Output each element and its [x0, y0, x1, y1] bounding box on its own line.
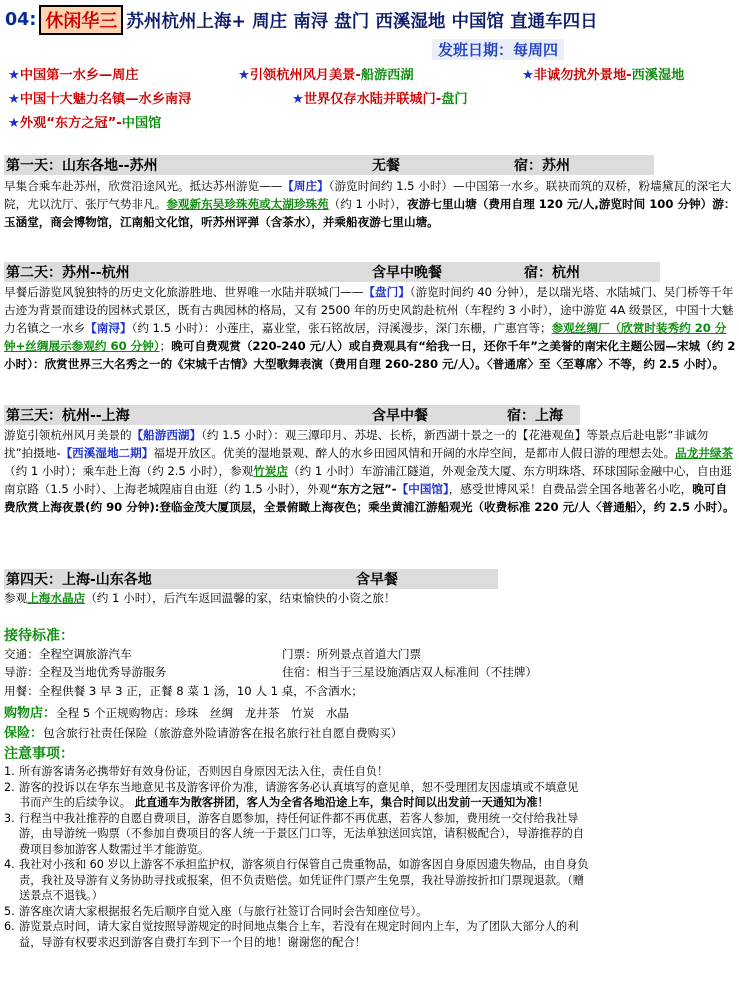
day-meal: 无餐	[372, 158, 400, 174]
note-text: 我社对小孩和 60 岁以上游客不承担监护权，游客须自行保管自己贵重物品，如游客因自身原因遗失物品，由自身负	[19, 858, 589, 871]
note-item	[4, 764, 736, 780]
day-stay: 宿：杭州	[524, 265, 580, 281]
day-text-segment: 品龙井绿茶	[675, 446, 734, 460]
note-number: 4.	[4, 858, 15, 871]
day-text-segment: 晚可自费欣赏上海夜景(约 90 分钟):登临金茂大厦顶层，全景俯瞰上海夜色；乘坐黄浦江游船观光（收费标准 220 元/人〈普通船〉，约 2.5 小时）。	[4, 482, 735, 514]
day-header	[4, 405, 580, 425]
note-text: 游客座次请大家根据报名先后顺序自觉入座（与旅行社签订合同时会告知座位号）。	[19, 904, 428, 918]
standard-meals: 用餐：全程供餐 3 早 3 正，正餐 8 菜 1 汤，10 人 1 桌，不含酒水；	[4, 684, 363, 698]
day-description	[4, 589, 736, 607]
note-number: 6.	[4, 920, 15, 933]
note-text: 责，我社及导游有义务协助寻找或报案，但不负责赔偿。如凭证件门票产生免票，我社导游按折扣门票现退款。（赠	[19, 873, 584, 887]
day-title: 第三天：杭州--上海	[6, 408, 130, 424]
day-text-segment: 参观	[4, 591, 28, 605]
departure-date: 发班日期：每周四	[432, 39, 564, 60]
highlight-item: ★非诚勿扰外景地-西溪湿地	[522, 68, 685, 83]
day-description	[4, 283, 736, 373]
standard-transport: 交通：全程空调旅游汽车	[4, 647, 132, 661]
note-text: 书而产生的后续争议。	[19, 796, 131, 809]
note-text: 送景点不退钱。）	[19, 889, 103, 902]
day-text-segment: 游览引领杭州风月美景的	[4, 428, 132, 442]
note-item	[4, 904, 736, 920]
day-text-segment: 参观新东吴珍珠苑或太湖珍珠苑	[166, 197, 329, 211]
route-brand-badge: 休闲华三	[39, 5, 123, 35]
day-text-segment: （游览时间约 1.5 小时）—中国第一水乡。联袂而筑的双桥，粉墙黛瓦的深宅大院，尤以沈厅、张厅气势非凡。	[4, 179, 732, 211]
day-text-segment: 【西溪湿地二期】	[60, 446, 154, 460]
day-text-segment: 晚可自费观赏（220-240 元/人）或自费观具有“给我一日，还你千年”之美誉的南宋化主题公园—宋城（约 2 小时）：欣赏世界三大名秀之一的《宋城千古情》大型歌舞表演（费用自理 260-280 元/人）。〈普通席〉至〈至尊席〉不等，约 2.5 小时）。	[4, 339, 736, 371]
highlight-item: ★外观“东方之冠”-中国馆	[8, 116, 162, 131]
note-item	[4, 919, 736, 950]
day-description	[4, 426, 736, 516]
note-text: 游，由导游统一购票（不参加自费项目的客人统一于景区门口等，无法单独送回宾馆，请积极配合），导游推荐的自	[19, 827, 584, 840]
day-stay: 宿：苏州	[514, 158, 570, 174]
highlight-item: ★世界仅存水陆并联城门-盘门	[292, 92, 468, 107]
note-text: 费项目参加游客人数需过半才能游览。	[19, 842, 210, 856]
day-text-segment: 参观丝绸厂（欣赏时装秀约 20 分钟+丝绸展示参观约 60 分钟）	[4, 321, 727, 353]
star-icon: ★	[8, 68, 20, 83]
day-text-segment: 【周庄】	[282, 179, 329, 193]
day-header	[4, 569, 498, 589]
note-number: 1.	[4, 765, 15, 778]
note-number: 2.	[4, 780, 15, 794]
page-title	[3, 3, 736, 37]
standard-insurance: 保险：包含旅行社责任保险（旅游意外险请游客在报名旅行社自愿自费购买）	[4, 726, 403, 741]
highlight-item: ★中国第一水乡—周庄	[8, 68, 139, 83]
star-icon: ★	[8, 92, 20, 107]
standard-shopping: 购物店：全程 5 个正规购物店：珍珠 丝绸 龙井茶 竹炭 水晶	[4, 706, 350, 721]
day-title: 第一天：山东各地--苏州	[6, 158, 158, 174]
highlight-item: ★引领杭州风月美景-船游西湖	[238, 68, 414, 83]
day-text-segment: （约 1 小时），	[328, 197, 408, 211]
day-header	[4, 262, 660, 282]
day-text-segment: 夜游七里山塘（费用自理 120 元/人,游览时间 100 分钟）游：玉涵堂，商会博物馆，江南船文化馆，听苏州评弹（含茶水），并乘船夜游七里山塘。	[4, 197, 736, 229]
day-meal: 含早餐	[356, 572, 398, 588]
day-text-segment: 【船游西湖】	[131, 428, 202, 442]
notes-list	[4, 764, 736, 950]
note-text: 游览景点时间，请大家自觉按照导游规定的时间地点集合上车，若没有在规定时间内上车，为了团队大部分人的利	[19, 920, 579, 933]
note-text: 所有游客请务必携带好有效身份证，否则因自身原因无法入住，责任自负！	[19, 765, 389, 778]
day-text-segment: （约 1 小时），后汽车返回温馨的家，结束愉快的小资之旅！	[85, 591, 396, 605]
day-meal: 含早中餐	[372, 408, 428, 424]
day-text-segment: 福堤开放区。优美的湿地景观、醉人的水乡田园风情和开阔的水岸空间，是都市人假日游的理想去处。	[153, 446, 676, 460]
star-icon: ★	[292, 92, 304, 107]
day-text-segment: （游览时间约 40 分钟），是以瑞光塔、水陆城门、吴门桥等千年古迹为背景而建设的园林式景区，既有古典园林的格局，又有 2500 年的历史风韵赴杭州（车程约 3 小时），途中游览 4A 级景区，中国十大魅力名镇之一水乡	[4, 285, 734, 335]
day-title: 第二天：苏州--杭州	[6, 265, 130, 281]
day-text-segment: 竹炭店	[253, 464, 289, 478]
day-description	[4, 177, 736, 231]
star-icon: ★	[8, 116, 20, 131]
day-text-segment: 早餐后游览风貌独特的历史文化旅游胜地、世界唯一水陆并联城门——	[4, 285, 364, 299]
notes-title: 注意事项：	[4, 746, 74, 762]
standard-hotel: 住宿：相当于三星设施酒店双人标准间（不挂牌）	[282, 665, 538, 679]
note-text: 益，导游有权要求迟到游客自费打车到下一个目的地！谢谢您的配合！	[19, 935, 366, 949]
day-text-segment: （约 1.5 小时）：观三潭印月、苏堤、长桥，新西湖十景之一的【花港观鱼】等景点后赴电影“非诚勿扰”拍摄地-	[4, 428, 709, 460]
day-text-segment: ，感受世博风采！自费品尝全国各地著名小吃，	[448, 482, 693, 496]
day-text-segment: 早集合乘车赴苏州，欣赏沿途风光。抵达苏州游览——	[4, 179, 283, 193]
day-text-segment: （约 1 小时）；乘车赴上海（约 2.5 小时），参观	[4, 464, 254, 478]
note-emphasis: 此直通车为散客拼团，客人为全省各地沿途上车，集合时间以出发前一天通知为准！	[130, 796, 549, 809]
day-text-segment: 【南浔】	[85, 321, 132, 335]
note-item	[4, 811, 736, 858]
day-title: 第四天：上海-山东各地	[6, 572, 152, 588]
standard-tickets: 门票：所列景点首道大门票	[282, 647, 422, 661]
day-text-segment: （约 1.5 小时）：小莲庄，嘉业堂，张石铭故居，浔溪漫步，深门东栅，广惠宫等；	[131, 321, 552, 335]
day-text-segment: “东方之冠”-	[330, 482, 397, 496]
highlight-item: ★中国十大魅力名镇—水乡南浔	[8, 92, 192, 107]
standard-guide: 导游：全程及当地优秀导游服务	[4, 665, 167, 679]
day-meal: 含早中晚餐	[372, 265, 442, 281]
day-header	[4, 155, 654, 175]
note-item	[4, 780, 736, 811]
note-number: 3.	[4, 811, 15, 825]
day-stay: 宿：上海	[507, 408, 563, 424]
note-number: 5.	[4, 904, 15, 918]
star-icon: ★	[238, 68, 250, 83]
day-text-segment: 【盘门】	[363, 285, 410, 299]
route-title: 苏州杭州上海+ 周庄 南浔 盘门 西溪湿地 中国馆 直通车四日	[126, 11, 598, 32]
day-text-segment: 【中国馆】	[396, 482, 449, 496]
note-text: 游客的投诉以在华东当地意见书及游客评价为准，请游客务必认真填写的意见单，恕不受理团友因虚填或不填意见	[19, 780, 579, 794]
note-text: 行程当中我社推荐的自愿自费项目，游客自愿参加，持任何证件都不再优惠，若客人参加，费用统一交付给我社导	[19, 811, 579, 825]
day-text-segment: ；	[159, 339, 172, 353]
day-text-segment: 上海水晶店	[27, 591, 86, 605]
standards-title: 接待标准：	[4, 628, 74, 644]
note-item	[4, 857, 736, 904]
route-number: 04:	[5, 10, 37, 30]
day-text-segment: （约 1 小时）车游浦江隧道，外观金茂大厦、东方明珠塔、环球国际金融中心，自由逛南京路（1.5 小时）、上海老城隍庙自由逛（约 1.5 小时），外观	[4, 464, 732, 496]
star-icon: ★	[522, 68, 534, 83]
